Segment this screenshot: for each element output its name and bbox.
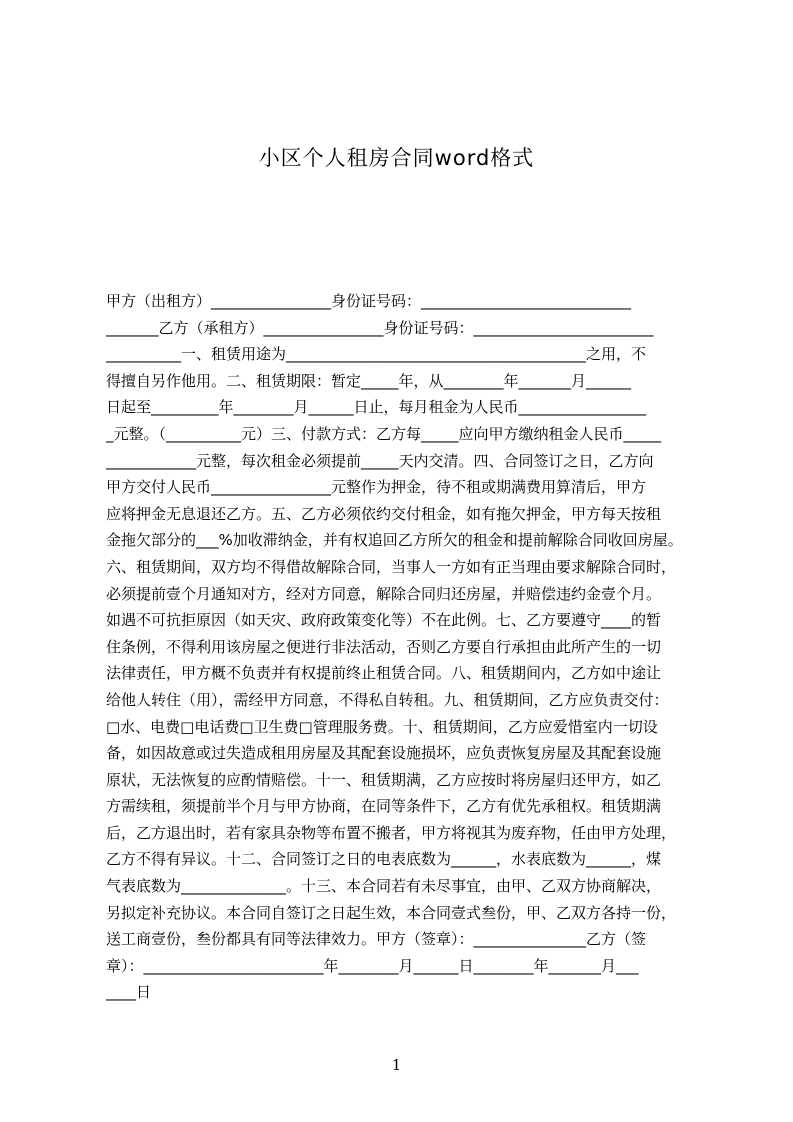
document-title: 小区个人租房合同word格式 (258, 146, 535, 170)
text-line: 另拟定补充协议。本合同自签订之日起生效，本合同壹式叁份，甲、乙双方各持一份， (106, 903, 677, 922)
text-line: 甲方交付人民币________________元整作为押金，待不租或期满费用算清后，甲方 (106, 478, 647, 497)
text-line: 原状，无法恢复的应酌情赔偿。十一、租赁期满，乙方应按时将房屋归还甲方，如乙 (106, 770, 662, 789)
text-line: 法律责任，甲方概不负责并有权提前终止租赁合同。八、租赁期间内，乙方如中途让 (106, 664, 662, 683)
text-line: _______乙方（承租方）________________身份证号码：________________________ (106, 318, 654, 337)
text-line: 后，乙方退出时，若有家具杂物等布置不搬者，甲方将视其为废弃物，任由甲方处理， (106, 823, 677, 842)
text-line: 送工商壹份，叁份都具有同等法律效力。甲方（签章）：_______________乙方（签 (106, 930, 647, 949)
text-line: 六、租赁期间，双方均不得借故解除合同，当事人一方如有正当理由要求解除合同时， (106, 557, 677, 576)
text-line: 得擅自另作他用。二、租赁期限：暂定_____年，从________年_______月______ (106, 371, 632, 390)
text-line: 乙方不得有异议。十二、合同签订之日的电表底数为______，水表底数为______，煤 (106, 850, 662, 869)
text-line: __________一、租赁用途为________________________________________之用，不 (106, 345, 647, 364)
text-line: 如遇不可抗拒原因（如天灾、政府政策变化等）不在此例。七、乙方要遵守____的暂 (106, 611, 662, 630)
page-number: 1 (391, 1056, 402, 1074)
text-line: 金拖欠部分的___%加收滞纳金，并有权追回乙方所欠的租金和提前解除合同收回房屋。 (106, 531, 683, 550)
text-line: □水、电费□电话费□卫生费□管理服务费。十、租赁期间，乙方应爱惜室内一切设 (106, 717, 658, 736)
text-line: 章）：________________________年________月______日________年_______月___ (106, 956, 639, 975)
text-line: 住条例，不得利用该房屋之便进行非法活动，否则乙方要自行承担由此所产生的一切 (106, 637, 662, 656)
text-line: 甲方（出租方）________________身份证号码：____________________________ (106, 292, 632, 310)
text-line: 必须提前壹个月通知对方，经对方同意，解除合同归还房屋，并赔偿违约金壹个月。 (106, 584, 662, 603)
text-line: 备，如因故意或过失造成租用房屋及其配套设施损坏，应负责恢复房屋及其配套设施 (106, 744, 662, 763)
text-line: 方需续租，须提前半个月与甲方协商，在同等条件下，乙方有优先承租权。租赁期满 (106, 797, 662, 816)
text-line: 给他人转住（用），需经甲方同意，不得私自转租。九、租赁期间，乙方应负责交付： (106, 690, 669, 709)
text-line: ____________元整，每次租金必须提前_____天内交清。四、合同签订之日，乙方向 (106, 451, 654, 470)
text-line: _元整。（__________元）三、付款方式：乙方每_____应向甲方缴纳租金人民币_____ (106, 424, 662, 443)
text-line: 日起至_________年________月______日止，每月租金为人民币_________________ (106, 398, 647, 417)
text-line: 气表底数为______________。十三、本合同若有未尽事宜，由甲、乙双方协商解决， (106, 877, 662, 896)
contract-body (106, 288, 699, 1006)
text-line: 应将押金无息退还乙方。五、乙方必须依约交付租金，如有拖欠押金，甲方每天按租 (106, 504, 662, 523)
text-line: ____日 (106, 983, 152, 1002)
